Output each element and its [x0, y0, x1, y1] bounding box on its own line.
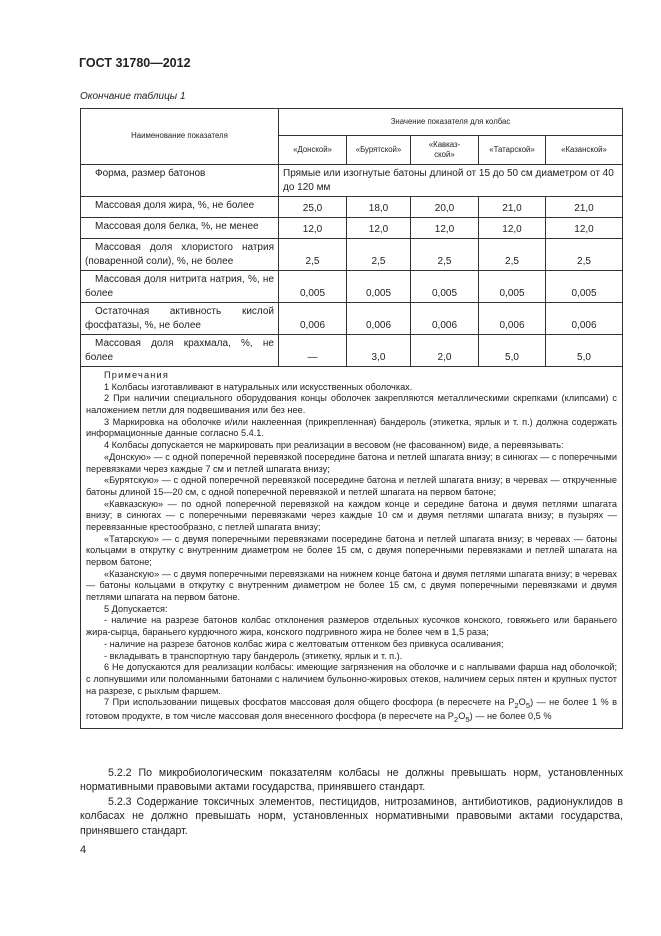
note-item: 5 Допускается:: [104, 603, 168, 614]
cell-value: 0,005: [479, 271, 546, 303]
cell-value: 5,0: [479, 335, 546, 367]
group-header: Значение показателя для колбас: [279, 109, 623, 136]
cell-value: 0,005: [279, 271, 347, 303]
row-name: Массовая доля хлористого натрия (поваренной соли), %, не более: [81, 239, 279, 271]
cell-value: 18,0: [347, 197, 411, 218]
table-row: [81, 335, 623, 367]
cell-value: 12,0: [479, 218, 546, 239]
cell-value: 0,005: [411, 271, 479, 303]
cell-value: 0,005: [546, 271, 623, 303]
cell-value: 2,5: [279, 239, 347, 271]
row-name: Форма, размер батонов: [81, 165, 279, 197]
cell-value: 2,5: [411, 239, 479, 271]
cell-value: 12,0: [546, 218, 623, 239]
cell-value: 0,006: [347, 303, 411, 335]
cell-value: 2,0: [411, 335, 479, 367]
table-header-row: [81, 109, 623, 136]
row-name: Остаточная активность кислой фосфатазы, %, не более: [81, 303, 279, 335]
cell-value: 25,0: [279, 197, 347, 218]
row-name: Массовая доля белка, %, не менее: [81, 218, 279, 239]
cell-value: 2,5: [479, 239, 546, 271]
note-item: - наличие на разрезе батонов колбас жира с желтоватым оттенком без привкуса осаливания;: [104, 638, 504, 649]
table-row: [81, 271, 623, 303]
note-item: «Донскую» — с одной поперечной перевязкой посередине батона и петлей шпагата внизу; в синюгах — с поперечными перевязками через каждые 7 см и петлей шпагата внизу;: [86, 451, 617, 474]
cell-value: 0,005: [347, 271, 411, 303]
cell-value: 2,5: [347, 239, 411, 271]
cell-value: 12,0: [411, 218, 479, 239]
cell-value: 0,006: [279, 303, 347, 335]
col-header-kavkazskoy: «Кавказ- ской»: [411, 136, 479, 165]
form-value: Прямые или изогнутые батоны длиной от 15 до 50 см диаметром от 40 до 120 мм: [279, 165, 623, 197]
cell-value: 5,0: [546, 335, 623, 367]
cell-value: 20,0: [411, 197, 479, 218]
row-name: Массовая доля крахмала, %, не более: [81, 335, 279, 367]
notes-row: [81, 367, 623, 729]
table-caption: Окончание таблицы 1: [80, 91, 186, 102]
cell-value: 21,0: [546, 197, 623, 218]
note-item: - наличие на разрезе батонов колбас отклонения размеров отдельных кусочков конского, говяжьего или бараньего жира-сырца, бараньего курдючного жира, конского подгривного жира не более чем в 1,5 раза;: [86, 615, 617, 638]
note-item: 2 При наличии специального оборудования концы оболочек закрепляются металлическими скрепками (клипсами) с наложением петли для подвешивания или без нее.: [86, 393, 617, 416]
note-item: 3 Маркировка на оболочке и/или наклеенная (прикрепленная) бандероль (этикетка, ярлык и т. п.) должна содержать информационные данные согласно 5.4.1.: [86, 416, 617, 439]
row-name: Массовая доля нитрита натрия, %, не более: [81, 271, 279, 303]
table-row: [81, 239, 623, 271]
note-item: 6 Не допускаются для реализации колбасы: имеющие загрязнения на оболочке и с наплывами фарша над оболочкой; с лопнувшими или поломанными батонами с наличием бульонно-жировых отеков, наличием серых пятен и крупных пустот на разрезе, с рыхлым фаршем.: [86, 662, 617, 696]
cell-value: 0,006: [546, 303, 623, 335]
paragraph-5-2-3: 5.2.3 Содержание токсичных элементов, пестицидов, нитрозаминов, антибиотиков, радионуклидов в колбасах не должно превышать норм, установленных нормативными правовыми актами государства, принявшего стандарт.: [80, 795, 623, 837]
cell-value: 12,0: [279, 218, 347, 239]
note-item: «Казанскую» — с двумя поперечными перевязками на нижнем конце батона и двумя петлями шпагата внизу; в черевах — батоны кольцами в открутку с внутренним диаметром не более 15 см, с двумя поперечными перевязками и двумя петлями шпагата на первом батоне.: [86, 568, 617, 603]
notes-title: Примечания: [104, 370, 170, 380]
cell-value: 0,006: [479, 303, 546, 335]
note-item: «Бурятскую» — с одной поперечной перевязкой посередине батона и петлей шпагата внизу; в черевах — открученные батоны длиной 15—20 см, с одной поперечной перевязкой и петлей шпагата на первом батоне;: [86, 475, 617, 497]
page-number: 4: [80, 844, 87, 856]
indicators-table: [80, 108, 623, 729]
table-row: [81, 218, 623, 239]
table-row: [81, 303, 623, 335]
col-header-kazanskoy: «Казанской»: [546, 136, 623, 165]
body-paragraphs: [80, 766, 623, 838]
cell-value: 0,006: [411, 303, 479, 335]
table-row: [81, 165, 623, 197]
col-name-header: Наименование показателя: [81, 109, 279, 165]
col-header-tatarskoy: «Татарской»: [479, 136, 546, 165]
note-item: 4 Колбасы допускается не маркировать при реализации в весовом (не фасованном) виде, а перевязывать:: [104, 440, 564, 451]
cell-value: 12,0: [347, 218, 411, 239]
note-item-7: 7 При использовании пищевых фосфатов массовая доля общего фосфора (в пересчете на $P_2O_5$) — не более 1 % в готовом продукте, в том числе массовая доля внесенного фосфора (в пересчете на $P_2O_5$) — не более 0,5 %: [86, 697, 617, 724]
cell-value: 21,0: [479, 197, 546, 218]
document-header: ГОСТ 31780—2012: [79, 56, 191, 70]
note-item: 1 Колбасы изготавливают в натуральных или искусственных оболочках.: [104, 381, 413, 392]
table-row: [81, 197, 623, 218]
note-item: «Татарскую» — с двумя поперечными перевязками посередине батона и петлей шпагата внизу; в черевах — батоны кольцами в открутку с внутренним диаметром не более 15 см, с двумя поперечными перевязками и петлей шпагата на первом батоне;: [86, 533, 617, 567]
paragraph-5-2-2: 5.2.2 По микробиологическим показателям колбасы не должны превышать норм, установленных нормативными правовыми актами государства, принявшего стандарт.: [80, 767, 623, 794]
cell-value: 2,5: [546, 239, 623, 271]
cell-value: 3,0: [347, 335, 411, 367]
row-name: Массовая доля жира, %, не более: [81, 197, 279, 218]
col-header-donskoy: «Донской»: [279, 136, 347, 165]
note-item: «Кавказскую» — по одной поперечной перевязкой на каждом конце и середине батона и двумя петлями шпагата внизу; в синюгах — с поперечными перевязками через каждые 10 см и двумя петлями шпагата внизу; в пузырях — перевязанные крестообразно, с петлей шпагата внизу;: [86, 498, 617, 532]
cell-value: —: [279, 335, 347, 367]
table-notes: [81, 367, 623, 729]
col-header-buryatskoy: «Бурятской»: [347, 136, 411, 165]
note-item: - вкладывать в транспортную тару бандероль (этикетку, ярлык и т. п.).: [104, 650, 403, 661]
